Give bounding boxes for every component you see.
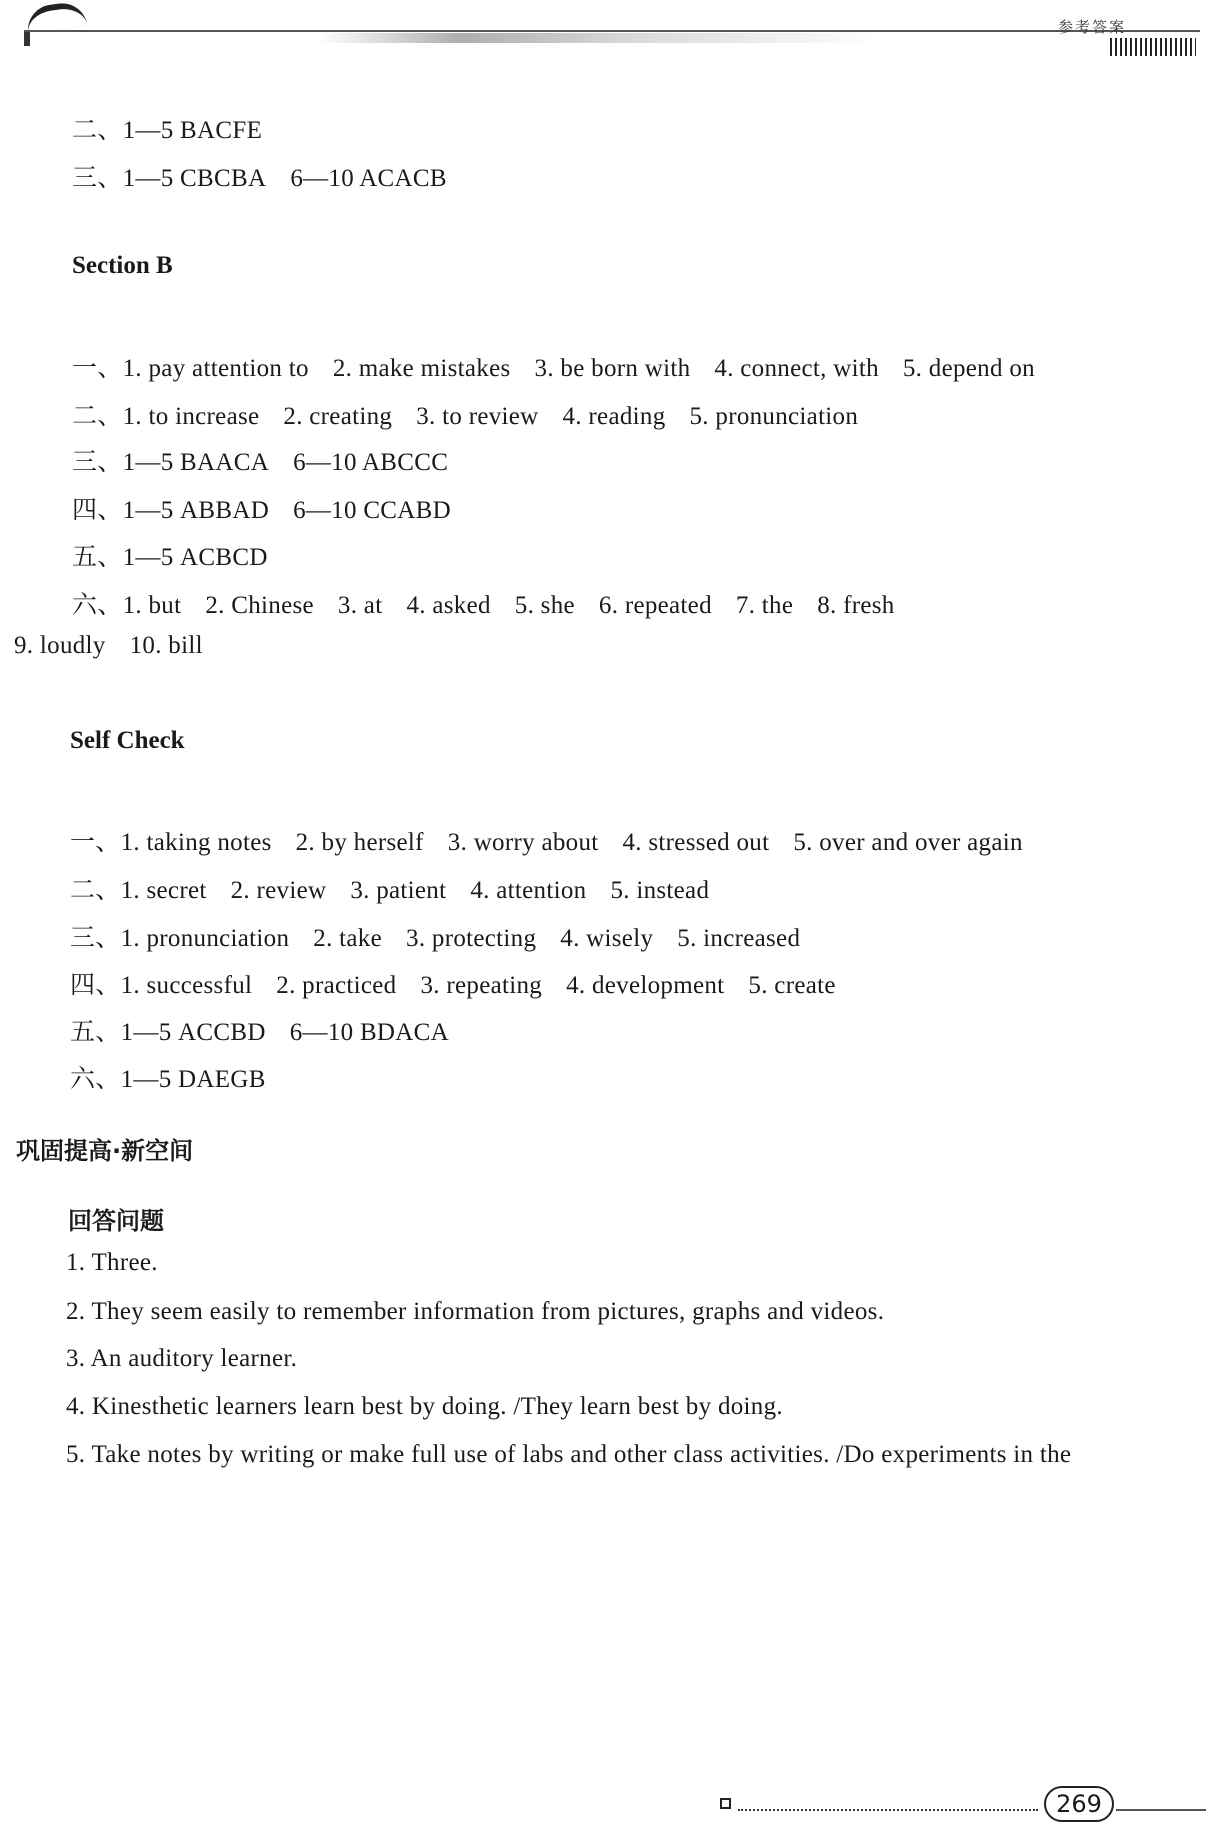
answer: 2. practiced bbox=[276, 972, 397, 999]
answer-row bbox=[72, 585, 895, 621]
answer: 1. successful bbox=[120, 972, 253, 999]
answer: 1—5 ACBCD bbox=[122, 544, 268, 571]
answer: 3. repeating bbox=[420, 972, 543, 999]
answer: 2. creating bbox=[283, 403, 393, 430]
answer: 1—5 ACCBD bbox=[120, 1019, 266, 1046]
answer: 2. by herself bbox=[295, 829, 424, 856]
row-prefix: 四、 bbox=[72, 497, 123, 524]
list-item: 5. Take notes by writing or make full use of labs and other class activities. /Do experiments in the bbox=[66, 1441, 1072, 1468]
answer: 5. depend on bbox=[902, 355, 1035, 382]
consolidation-subtitle: 回答问题 bbox=[68, 1207, 164, 1235]
row-prefix: 五、 bbox=[70, 1019, 121, 1046]
answer: 1. pay attention to bbox=[122, 355, 309, 382]
answer: 6—10 ABCCC bbox=[293, 449, 449, 476]
answer: 5. increased bbox=[677, 925, 801, 952]
answer: 4. stressed out bbox=[622, 829, 770, 856]
answer: 3. at bbox=[337, 592, 383, 619]
answer-row bbox=[70, 918, 800, 954]
answer-row bbox=[70, 965, 836, 1001]
header-label: 参考答案 bbox=[1057, 18, 1126, 36]
answer-row bbox=[72, 537, 268, 573]
row-prefix: 一、 bbox=[70, 829, 121, 856]
consolidation-title: 巩固提高·新空间 bbox=[16, 1137, 194, 1165]
answer: 1—5 BACFE bbox=[122, 117, 263, 144]
row-prefix: 二、 bbox=[72, 117, 123, 144]
answer: 2. Chinese bbox=[205, 592, 314, 619]
row-prefix: 四、 bbox=[70, 972, 121, 999]
row-prefix: 一、 bbox=[72, 355, 123, 382]
answer: 7. the bbox=[735, 592, 794, 619]
answer-row bbox=[70, 822, 1023, 858]
answer: 4. wisely bbox=[560, 925, 654, 952]
header-swoosh-ornament bbox=[24, 0, 87, 34]
answer: 8. fresh bbox=[817, 592, 895, 619]
answer: 2. review bbox=[230, 877, 327, 904]
answer: 3. to review bbox=[416, 403, 539, 430]
answer-row bbox=[70, 870, 709, 906]
row-prefix: 三、 bbox=[70, 925, 121, 952]
header-left-mark bbox=[24, 30, 30, 46]
answer: 6—10 CCABD bbox=[293, 497, 451, 524]
self-check-title: Self Check bbox=[70, 727, 185, 754]
answer: 1. to increase bbox=[122, 403, 260, 430]
answer: 5. she bbox=[514, 592, 575, 619]
list-item: 3. An auditory learner. bbox=[66, 1345, 298, 1372]
footer-dotted-leader bbox=[738, 1809, 1038, 1811]
answer: 1. taking notes bbox=[120, 829, 272, 856]
answer: 1—5 CBCBA bbox=[122, 165, 267, 192]
answer: 6—10 ACACB bbox=[290, 165, 447, 192]
answer: 4. connect, with bbox=[714, 355, 879, 382]
answer: 1—5 BAACA bbox=[122, 449, 270, 476]
answer: 9. loudly bbox=[14, 632, 106, 659]
row-prefix: 五、 bbox=[72, 544, 123, 571]
header-gradient-band bbox=[320, 33, 880, 43]
answer: 2. take bbox=[313, 925, 383, 952]
answer: 1. pronunciation bbox=[120, 925, 290, 952]
answer: 1. secret bbox=[120, 877, 207, 904]
footer-square-marker bbox=[720, 1798, 731, 1809]
answer-row-continuation bbox=[14, 632, 203, 660]
header-barcode-ornament bbox=[1110, 38, 1196, 56]
answer-row bbox=[70, 1012, 449, 1048]
answer: 4. asked bbox=[406, 592, 491, 619]
answer: 3. patient bbox=[350, 877, 447, 904]
answer: 2. make mistakes bbox=[332, 355, 511, 382]
row-prefix: 三、 bbox=[72, 449, 123, 476]
row-prefix: 二、 bbox=[72, 403, 123, 430]
page-number: 269 bbox=[1044, 1786, 1114, 1822]
row-prefix: 三、 bbox=[72, 165, 123, 192]
list-item: 2. They seem easily to remember information from pictures, graphs and videos. bbox=[66, 1298, 885, 1325]
answer: 10. bill bbox=[129, 632, 203, 659]
answer-row bbox=[72, 396, 858, 432]
list-item: 1. Three. bbox=[66, 1249, 158, 1276]
answer: 5. create bbox=[748, 972, 836, 999]
answer: 5. instead bbox=[610, 877, 710, 904]
row-prefix: 六、 bbox=[72, 592, 123, 619]
answer-row bbox=[72, 158, 447, 194]
answer: 1. but bbox=[122, 592, 182, 619]
answer: 4. reading bbox=[562, 403, 666, 430]
answer: 5. over and over again bbox=[793, 829, 1023, 856]
answer-row bbox=[72, 110, 262, 146]
answer-row bbox=[70, 1059, 266, 1095]
row-prefix: 二、 bbox=[70, 877, 121, 904]
section-b-title: Section B bbox=[72, 252, 173, 279]
answer: 4. attention bbox=[470, 877, 587, 904]
answer: 3. worry about bbox=[447, 829, 599, 856]
header-rule bbox=[24, 30, 1200, 32]
answer: 6—10 BDACA bbox=[289, 1019, 449, 1046]
answer: 1—5 DAEGB bbox=[120, 1066, 266, 1093]
answer: 3. be born with bbox=[534, 355, 691, 382]
answer-row bbox=[72, 490, 451, 526]
answer: 5. pronunciation bbox=[689, 403, 859, 430]
answer: 6. repeated bbox=[598, 592, 712, 619]
answer: 3. protecting bbox=[406, 925, 537, 952]
answer: 4. development bbox=[566, 972, 725, 999]
answer-row bbox=[72, 348, 1035, 384]
footer-rule bbox=[1116, 1809, 1206, 1811]
answer-row bbox=[72, 442, 448, 478]
answer: 1—5 ABBAD bbox=[122, 497, 270, 524]
list-item: 4. Kinesthetic learners learn best by doing. /They learn best by doing. bbox=[66, 1393, 783, 1420]
row-prefix: 六、 bbox=[70, 1066, 121, 1093]
